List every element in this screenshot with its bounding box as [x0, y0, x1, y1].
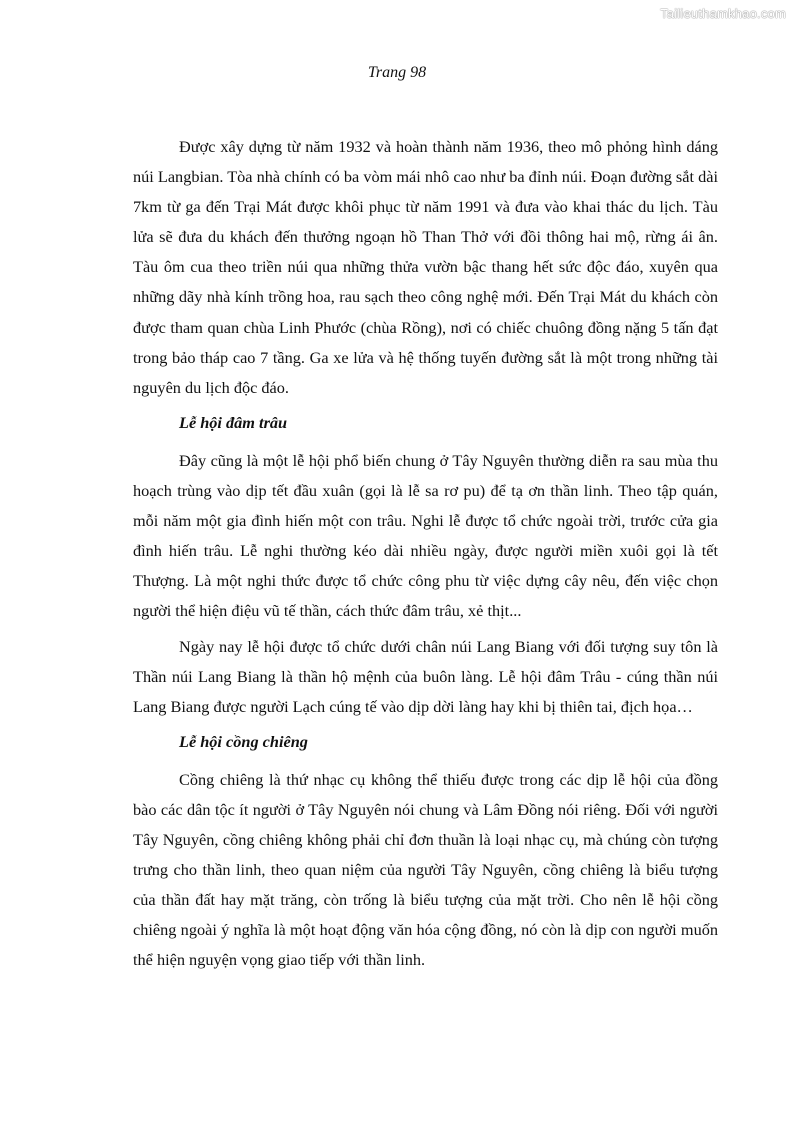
paragraph-buffalo-festival-today: Ngày nay lễ hội được tổ chức dưới chân núi Lang Biang với đối tượng suy tôn là Thần núi Lang Biang là thần hộ mệnh của buôn làng. Lễ hội đâm Trâu - cúng thần núi Lang Biang được người Lạch cúng tế vào dịp dời làng hay khi bị thiên tai, địch họa…	[133, 636, 718, 716]
heading-gong-festival: Lễ hội cồng chiêng	[179, 731, 308, 751]
paragraph-buffalo-festival-intro: Đây cũng là một lễ hội phổ biến chung ở Tây Nguyên thường diễn ra sau mùa thu hoạch trùng vào dịp tết đầu xuân (gọi là lễ sa rơ pu) để tạ ơn thần linh. Theo tập quán, mỗi năm một gia đình hiến một con trâu. Nghi lễ được tổ chức ngoài trời, trước cửa gia đình hiến trâu. Lễ nghi thường kéo dài nhiều ngày, được người miền xuôi gọi là tết Thượng. Là một nghi thức được tổ chức công phu từ việc dựng cây nêu, đến việc chọn người thể hiện điệu vũ tế thần, cách thức đâm trâu, xẻ thịt...	[133, 450, 718, 621]
document-body	[133, 132, 718, 981]
page-number-header: Trang 98	[367, 64, 427, 81]
paragraph-gong-festival: Cồng chiêng là thứ nhạc cụ không thể thiếu được trong các dịp lễ hội của đồng bào các dân tộc ít người ở Tây Nguyên nói chung và Lâm Đồng nói riêng. Đối với người Tây Nguyên, cồng chiêng không phải chỉ đơn thuần là loại nhạc cụ, mà chúng còn tượng trưng cho thần linh, theo quan niệm của người Tây Nguyên, cồng chiêng là biểu tượng của thần đất hay mặt trăng, còn trống là biểu tượng của mặt trời. Cho nên lễ hội cồng chiêng ngoài ý nghĩa là một hoạt động văn hóa cộng đồng, nó còn là dịp con người muốn thể hiện nguyện vọng giao tiếp với thần linh.	[133, 769, 718, 970]
watermark-text: Tailieuthamkhao.com	[660, 6, 786, 21]
paragraph-railway-station: Được xây dựng từ năm 1932 và hoàn thành năm 1936, theo mô phỏng hình dáng núi Langbian. Tòa nhà chính có ba vòm mái nhô cao như ba đỉnh núi. Đoạn đường sắt dài 7km từ ga đến Trại Mát được khôi phục từ năm 1991 và đưa vào khai thác du lịch. Tàu lửa sẽ đưa du khách đến thưởng ngoạn hồ Than Thở với đồi thông hai mộ, rừng ái ân. Tàu ôm cua theo triền núi qua những thửa vườn bậc thang hết sức độc đáo, xuyên qua những dãy nhà kính trồng hoa, rau sạch theo công nghệ mới. Đến Trại Mát du khách còn được tham quan chùa Linh Phước (chùa Rồng), nơi có chiếc chuông đồng nặng 5 tấn đạt trong bảo tháp cao 7 tầng. Ga xe lửa và hệ thống tuyến đường sắt là một trong những tài nguyên du lịch độc đáo.	[133, 137, 718, 397]
heading-buffalo-festival: Lễ hội đâm trâu	[179, 412, 288, 432]
